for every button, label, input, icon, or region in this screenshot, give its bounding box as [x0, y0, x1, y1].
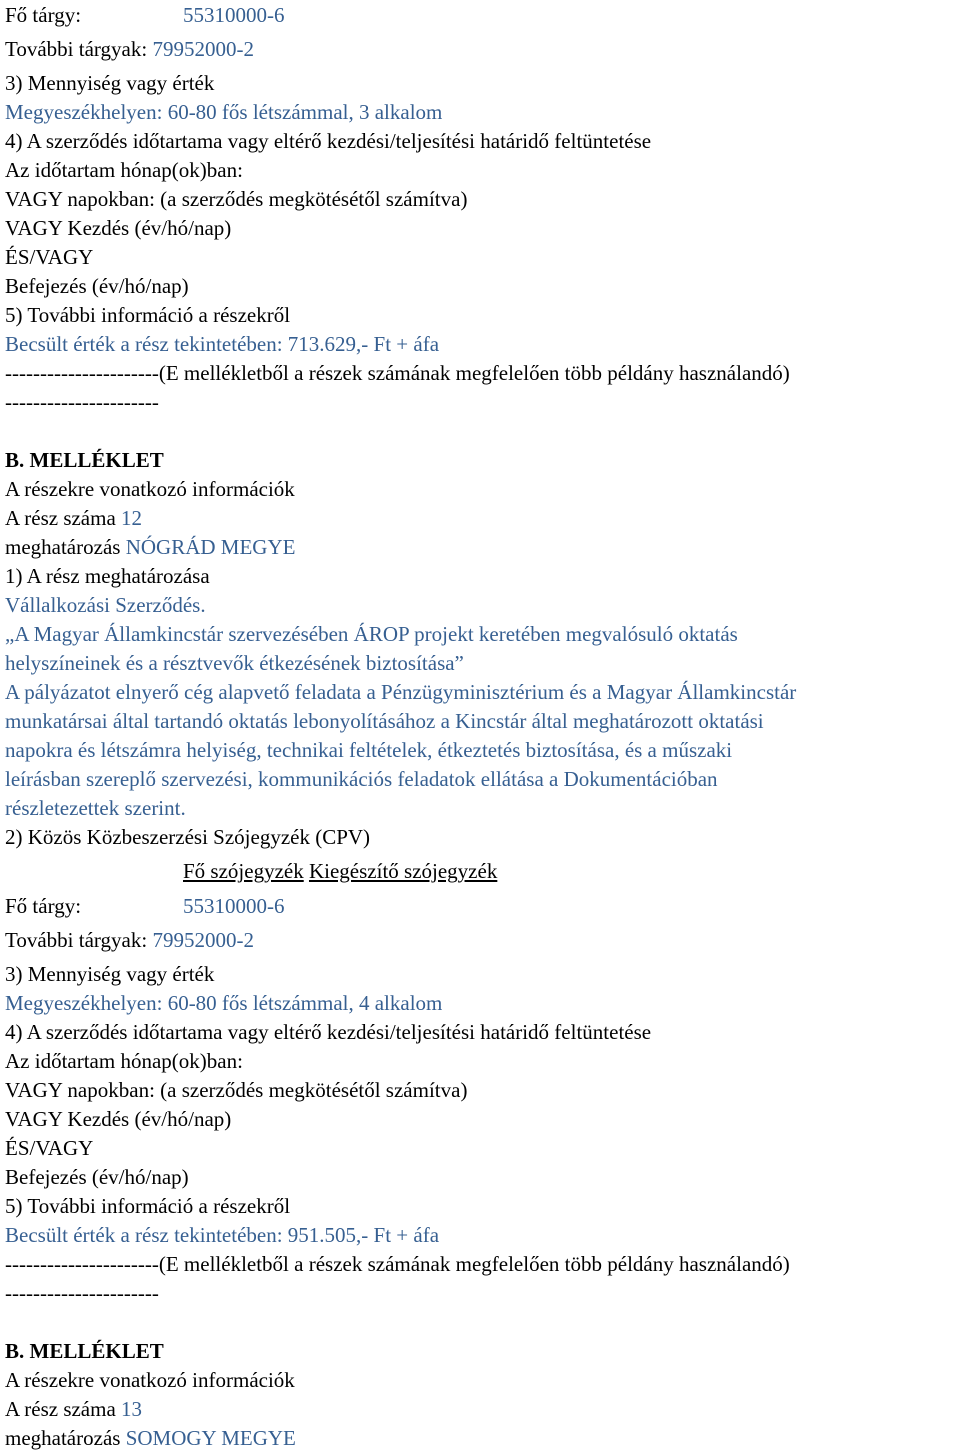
body-line: leírásban szereplő szervezési, kommunikációs feladatok ellátása a Dokumentációban	[5, 767, 718, 791]
mennyiseg-value: Megyeszékhelyen: 60-80 fős létszámmal, 3 alkalom	[5, 100, 443, 124]
tovabbi-targyak-value: 79952000-2	[152, 37, 254, 61]
fo-targy-row	[5, 892, 285, 920]
resz-szama-row	[5, 504, 142, 532]
body-line: A pályázatot elnyerő cég alapvető feladata a Pénzügyminisztérium és a Magyar Államkincstár	[5, 680, 797, 704]
fo-targy-row	[5, 1, 285, 29]
separator-note: ----------------------(E mellékletből a részek számának megfelelően több példány használandó)	[5, 361, 790, 385]
body-line: részletezettek szerint.	[5, 796, 186, 820]
melleklet-subtitle: A részekre vonatkozó információk	[5, 477, 295, 501]
befejezes: Befejezés (év/hó/nap)	[5, 274, 189, 298]
separator-dashes: ----------------------	[5, 390, 159, 414]
cpv-heading: 2) Közös Közbeszerzési Szójegyzék (CPV)	[5, 825, 371, 849]
vallalkozasi-szerzodes: Vállalkozási Szerződés.	[5, 593, 206, 617]
idotartam-napokban: VAGY napokban: (a szerződés megkötésétől számítva)	[5, 187, 468, 211]
befejezes: Befejezés (év/hó/nap)	[5, 1165, 189, 1189]
meghatarozas-value: NÓGRÁD MEGYE	[125, 535, 296, 559]
becsult-ertek: Becsült érték a rész tekintetében: 951.505,- Ft + áfa	[5, 1223, 440, 1247]
es-vagy: ÉS/VAGY	[5, 245, 94, 269]
cpv-columns	[183, 857, 497, 885]
mennyiseg-heading: 3) Mennyiség vagy érték	[5, 71, 215, 95]
es-vagy: ÉS/VAGY	[5, 1136, 94, 1160]
resz-szama-value: 13	[121, 1397, 143, 1421]
description-line: „A Magyar Államkincstár szervezésében ÁROP projekt keretében megvalósuló oktatás	[5, 622, 738, 646]
idotartam-napokban: VAGY napokban: (a szerződés megkötésétől számítva)	[5, 1078, 468, 1102]
resz-szama-row	[5, 1395, 142, 1423]
tovabbi-info-heading: 5) További információ a részekről	[5, 303, 291, 327]
resz-szama-label: A rész száma	[5, 506, 116, 530]
fo-targy-label: Fő tárgy:	[5, 3, 82, 27]
meghatarozas-row	[5, 533, 295, 561]
tovabbi-targyak-label: További tárgyak:	[5, 37, 148, 61]
meghatarozas-value: SOMOGY MEGYE	[125, 1426, 296, 1450]
description-line: helyszíneinek és a résztvevők étkezésének biztosítása”	[5, 651, 464, 675]
tovabbi-info-heading: 5) További információ a részekről	[5, 1194, 291, 1218]
kiegeszito-szojegyzek-header: Kiegészítő szójegyzék	[308, 859, 498, 883]
idotartam-honap: Az időtartam hónap(ok)ban:	[5, 1049, 243, 1073]
resz-szama-value: 12	[121, 506, 143, 530]
idotartam-honap: Az időtartam hónap(ok)ban:	[5, 158, 243, 182]
body-line: napokra és létszámra helyiség, technikai feltételek, étkeztetés biztosítása, és a műszaki	[5, 738, 733, 762]
idotartam-heading: 4) A szerződés időtartama vagy eltérő kezdési/teljesítési határidő feltüntetése	[5, 1020, 652, 1044]
meghatarozas-row	[5, 1424, 296, 1452]
idotartam-heading: 4) A szerződés időtartama vagy eltérő kezdési/teljesítési határidő feltüntetése	[5, 129, 652, 153]
fo-szojegyzek-header: Fő szójegyzék	[183, 859, 304, 883]
fo-targy-value: 55310000-6	[183, 894, 285, 918]
tovabbi-targyak-row	[5, 926, 254, 954]
meghatarozas-label: meghatározás	[5, 535, 121, 559]
resz-meghatarozasa-heading: 1) A rész meghatározása	[5, 564, 210, 588]
mennyiseg-value: Megyeszékhelyen: 60-80 fős létszámmal, 4 alkalom	[5, 991, 443, 1015]
becsult-ertek: Becsült érték a rész tekintetében: 713.629,- Ft + áfa	[5, 332, 440, 356]
fo-targy-value: 55310000-6	[183, 3, 285, 27]
fo-targy-label: Fő tárgy:	[5, 894, 82, 918]
melleklet-title: B. MELLÉKLET	[5, 1339, 164, 1363]
tovabbi-targyak-row	[5, 35, 254, 63]
separator-note: ----------------------(E mellékletből a részek számának megfelelően több példány használandó)	[5, 1252, 790, 1276]
melleklet-subtitle: A részekre vonatkozó információk	[5, 1368, 295, 1392]
resz-szama-label: A rész száma	[5, 1397, 116, 1421]
kezdes: VAGY Kezdés (év/hó/nap)	[5, 216, 232, 240]
tovabbi-targyak-value: 79952000-2	[152, 928, 254, 952]
separator-dashes: ----------------------	[5, 1281, 159, 1305]
body-line: munkatársai által tartandó oktatás lebonyolításához a Kincstár által meghatározott oktatási	[5, 709, 764, 733]
kezdes: VAGY Kezdés (év/hó/nap)	[5, 1107, 232, 1131]
melleklet-title: B. MELLÉKLET	[5, 448, 164, 472]
meghatarozas-label: meghatározás	[5, 1426, 121, 1450]
mennyiseg-heading: 3) Mennyiség vagy érték	[5, 962, 215, 986]
tovabbi-targyak-label: További tárgyak:	[5, 928, 148, 952]
